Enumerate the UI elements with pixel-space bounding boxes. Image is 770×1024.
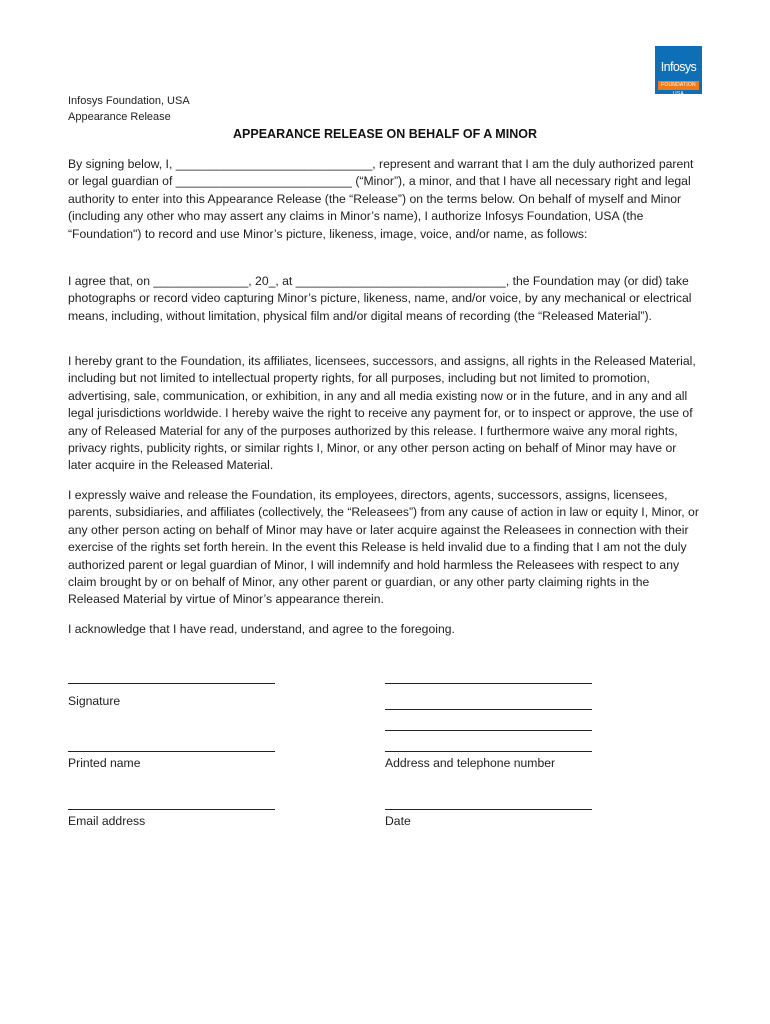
address-line-3[interactable] bbox=[385, 730, 592, 731]
email-line[interactable] bbox=[68, 809, 275, 810]
address-phone-label: Address and telephone number bbox=[385, 756, 556, 770]
paragraph-agreement: I agree that, on ______________, 20_, at _______________________________, the Foundation may (or did) take photographs or record video capturing Minor’s picture, likeness, name, and/or voice, by any mechanical or electrical means, including, without limitation, physical film and/or digital means of recording (the “Released Material”). bbox=[68, 274, 692, 323]
paragraph-authorization: By signing below, I, _____________________________, represent and warrant that I am the duly authorized parent or legal guardian of __________________________ (“Minor”), a minor, and that I have all necessary right and legal authority to enter into this Appearance Release (the “Release”) on the terms below. On behalf of myself and Minor (including any other who may assert any claims in Minor’s name), I authorize Infosys Foundation, USA (the “Foundation") to record and use Minor’s picture, likeness, image, voice, and/or name, as follows: bbox=[68, 157, 694, 241]
header-document-name: Appearance Release bbox=[68, 111, 171, 123]
header-organization: Infosys Foundation, USA bbox=[68, 95, 190, 107]
signature-label: Signature bbox=[68, 694, 121, 708]
paragraph-acknowledgement: I acknowledge that I have read, understand, and agree to the foregoing. bbox=[68, 622, 455, 636]
date-label: Date bbox=[385, 814, 411, 828]
paragraph-grant-of-rights: I hereby grant to the Foundation, its affiliates, licensees, successors, and assigns, all rights in the Released Material, including but not limited to intellectual property rights, for all purposes, including but not limited to promotion, advertising, sale, communication, or exhibition, in any and all media existing now or in the future, and in any and all legal jurisdictions worldwide. I hereby waive the right to receive any payment for, or to inspect or approve, the use of any of Released Material for any of the purposes authorized by this release. I furthermore waive any moral rights, privacy rights, publicity rights, or similar rights I, Minor, or any other person acting on behalf of Minor may have or later acquire in the Released Material. bbox=[68, 354, 696, 473]
printed-name-label: Printed name bbox=[68, 756, 141, 770]
date-line[interactable] bbox=[385, 809, 592, 810]
printed-name-line[interactable] bbox=[68, 751, 275, 752]
address-line-4[interactable] bbox=[385, 751, 592, 752]
logo-wordmark: Infosys bbox=[660, 60, 697, 74]
address-line-1[interactable] bbox=[385, 683, 592, 684]
paragraph-waiver-release: I expressly waive and release the Foundation, its employees, directors, agents, successors, assigns, licensees, parents, subsidiaries, and affiliates (collectively, the “Releasees”) from any cause of action in law or equity I, Minor, or any other person acting on behalf of Minor may have or later acquire against the Releasees in connection with their exercise of the rights set forth herein. In the event this Release is held invalid due to a finding that I am not the duly authorized parent or legal guardian of Minor, I will indemnify and hold harmless the Releasees with respect to any claim brought by or on behalf of Minor, any other parent or guardian, or any other party claiming rights in the Released Material by virtue of Minor’s appearance therein. bbox=[68, 488, 699, 607]
email-label: Email address bbox=[68, 814, 146, 828]
logo-subtitle: FOUNDATION USA bbox=[658, 81, 699, 90]
infosys-logo bbox=[655, 46, 702, 97]
signature-line[interactable] bbox=[68, 683, 275, 684]
document-title: APPEARANCE RELEASE ON BEHALF OF A MINOR bbox=[233, 127, 537, 141]
address-line-2[interactable] bbox=[385, 709, 592, 710]
